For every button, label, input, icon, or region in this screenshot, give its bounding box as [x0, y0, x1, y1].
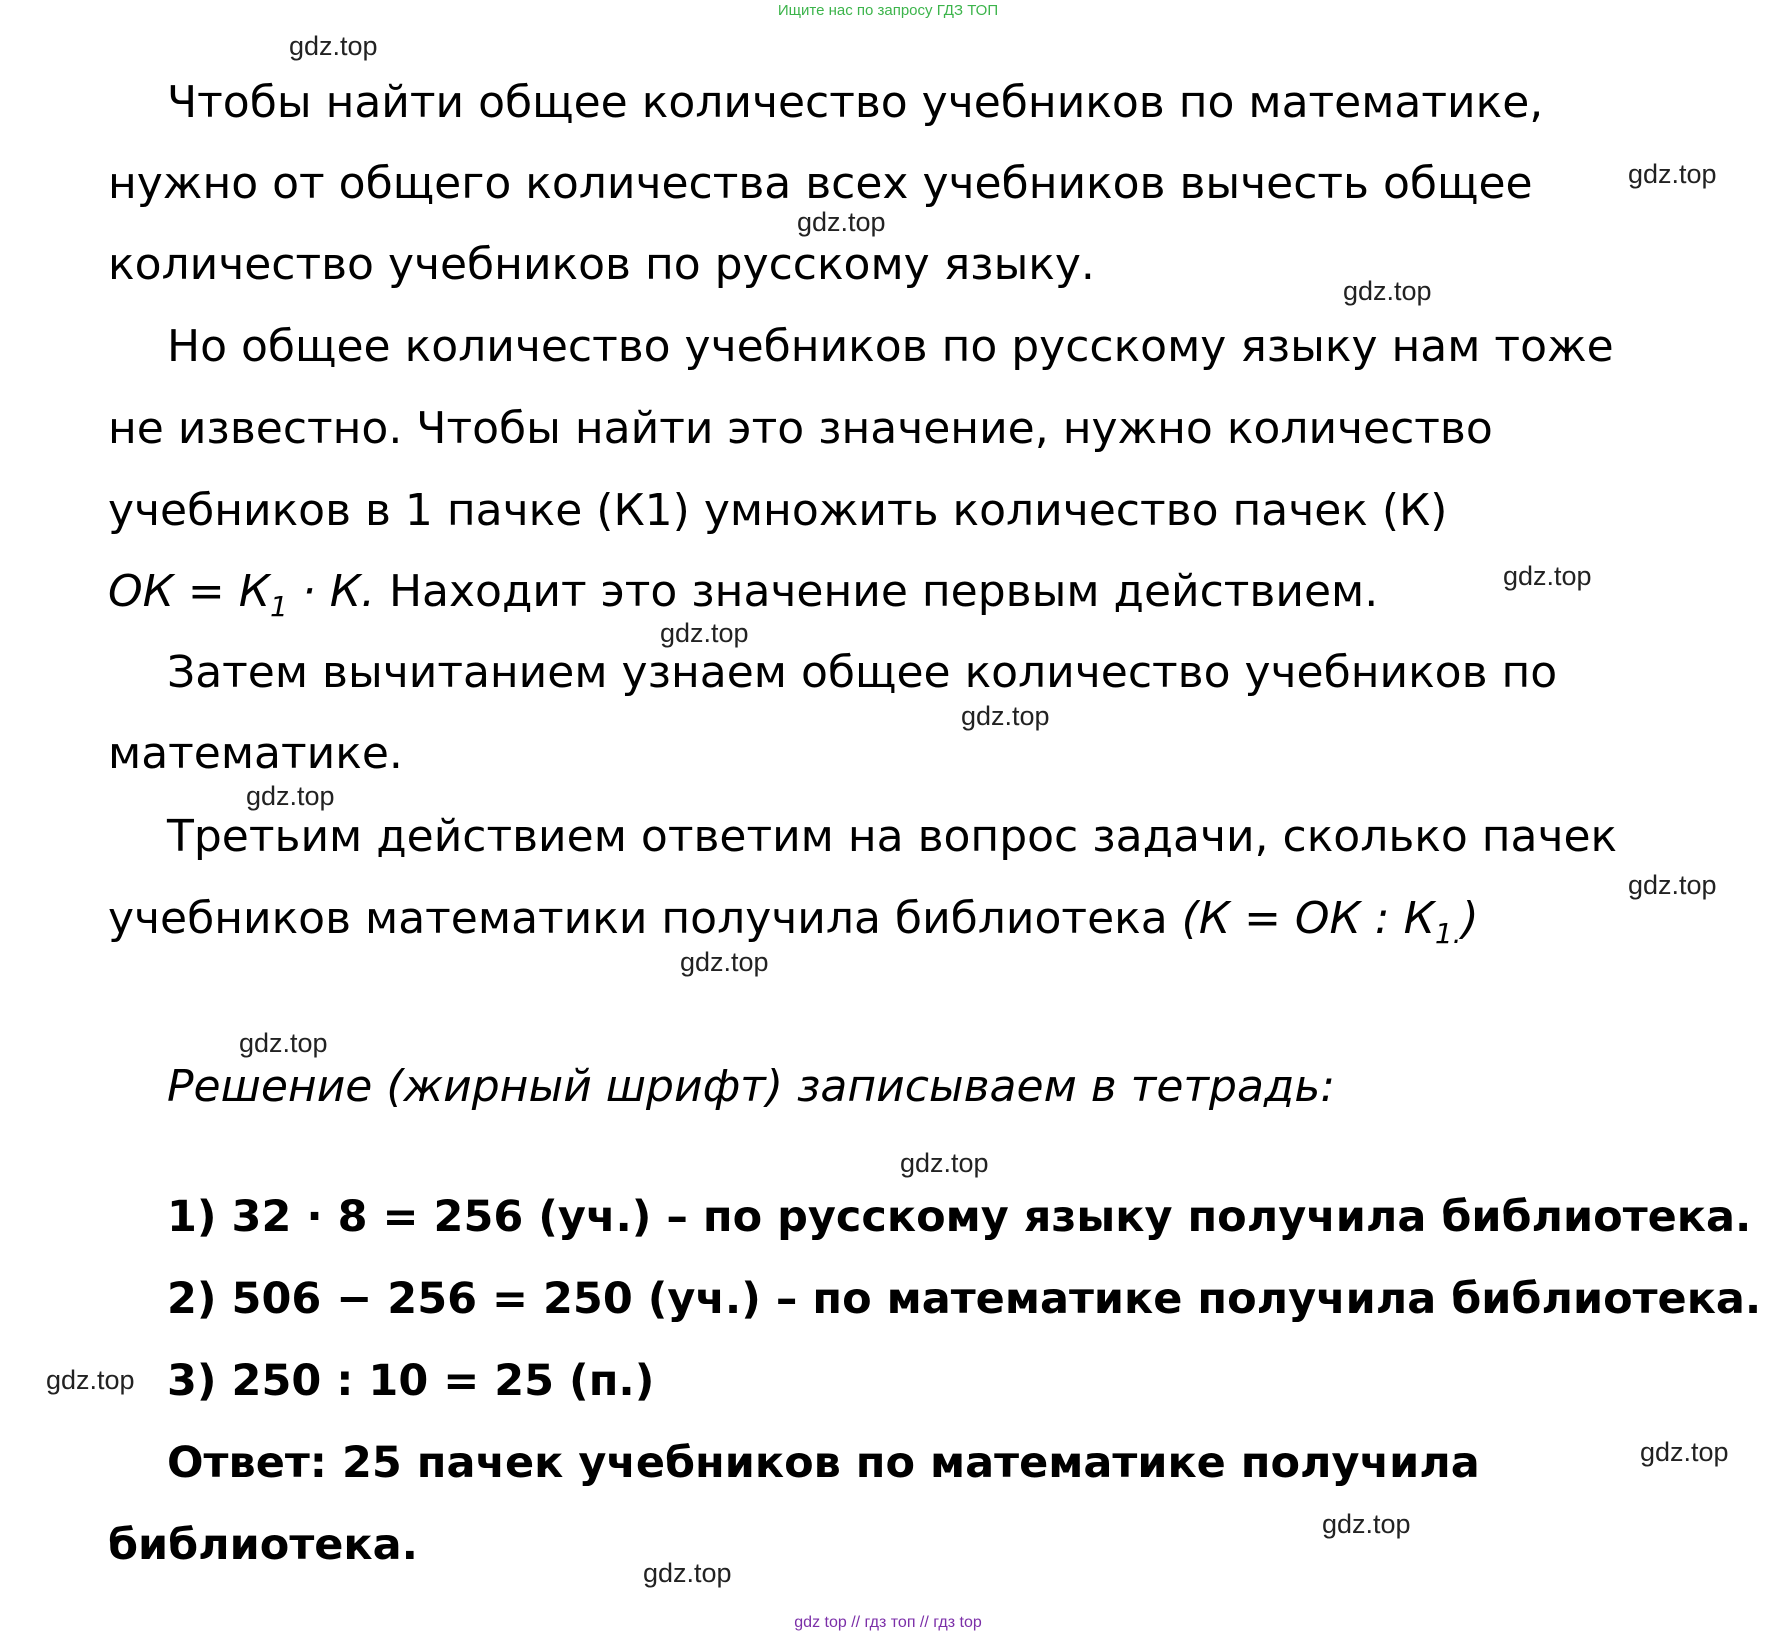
- watermark: gdz.top: [1628, 159, 1717, 189]
- bottom-banner: gdz top // гдз топ // гдз top: [794, 1614, 982, 1631]
- paragraph-2-line-1: Но общее количество учебников по русскому языку нам тоже: [167, 321, 1614, 372]
- watermark: gdz.top: [1322, 1509, 1411, 1539]
- paragraph-4-line-2: [108, 892, 1479, 950]
- watermark: gdz.top: [1343, 276, 1432, 306]
- paragraph-2-line-3: учебников в 1 пачке (К1) умножить количество пачек (К): [108, 485, 1448, 536]
- watermark: gdz.top: [1503, 561, 1592, 591]
- solution-step-2: 2) 506 − 256 = 250 (уч.) – по математике получила библиотека.: [167, 1274, 1762, 1324]
- formula-2-close: ): [1461, 893, 1479, 944]
- watermark: gdz.top: [1628, 870, 1717, 900]
- watermark: gdz.top: [660, 618, 749, 648]
- formula-rhs: · К.: [287, 566, 375, 617]
- watermark: gdz.top: [961, 701, 1050, 731]
- formula-2-subscript: 1.: [1434, 917, 1462, 950]
- watermark: gdz.top: [643, 1558, 732, 1588]
- formula-2: (К = ОК : К: [1181, 893, 1435, 944]
- watermark: gdz.top: [680, 947, 769, 977]
- solution-step-1: 1) 32 · 8 = 256 (уч.) – по русскому языку получила библиотека.: [167, 1192, 1752, 1242]
- watermark: gdz.top: [239, 1028, 328, 1058]
- solution-heading: Решение (жирный шрифт) записываем в тетрадь:: [167, 1061, 1336, 1112]
- formula-line-1: [108, 565, 1379, 623]
- top-search-banner: Ищите нас по запросу ГДЗ ТОП: [777, 2, 999, 19]
- paragraph-1-line-3: количество учебников по русскому языку.: [108, 239, 1095, 290]
- paragraph-1-line-1: Чтобы найти общее количество учебников по математике,: [167, 77, 1544, 128]
- formula-lhs: ОК = К: [108, 566, 270, 617]
- paragraph-3-line-1: Затем вычитанием узнаем общее количество учебников по: [167, 647, 1558, 698]
- watermark: gdz.top: [246, 781, 335, 811]
- watermark: gdz.top: [900, 1148, 989, 1178]
- paragraph-4-text: учебников математики получила библиотека: [108, 893, 1182, 944]
- formula-note: Находит это значение первым действием.: [374, 566, 1379, 617]
- formula-subscript: 1: [269, 590, 288, 623]
- paragraph-4-line-1: Третьим действием ответим на вопрос задачи, сколько пачек: [167, 811, 1618, 862]
- watermark: gdz.top: [797, 207, 886, 237]
- answer-line-1: Ответ: 25 пачек учебников по математике получила: [167, 1438, 1480, 1488]
- paragraph-3-line-2: математике.: [108, 728, 403, 779]
- paragraph-2-line-2: не известно. Чтобы найти это значение, нужно количество: [108, 403, 1493, 454]
- solution-step-3: 3) 250 : 10 = 25 (п.): [167, 1356, 655, 1406]
- watermark: gdz.top: [289, 31, 378, 61]
- answer-line-2: библиотека.: [108, 1520, 418, 1570]
- paragraph-1-line-2: нужно от общего количества всех учебников вычесть общее: [108, 158, 1533, 209]
- watermark: gdz.top: [1640, 1437, 1729, 1467]
- watermark: gdz.top: [46, 1365, 135, 1395]
